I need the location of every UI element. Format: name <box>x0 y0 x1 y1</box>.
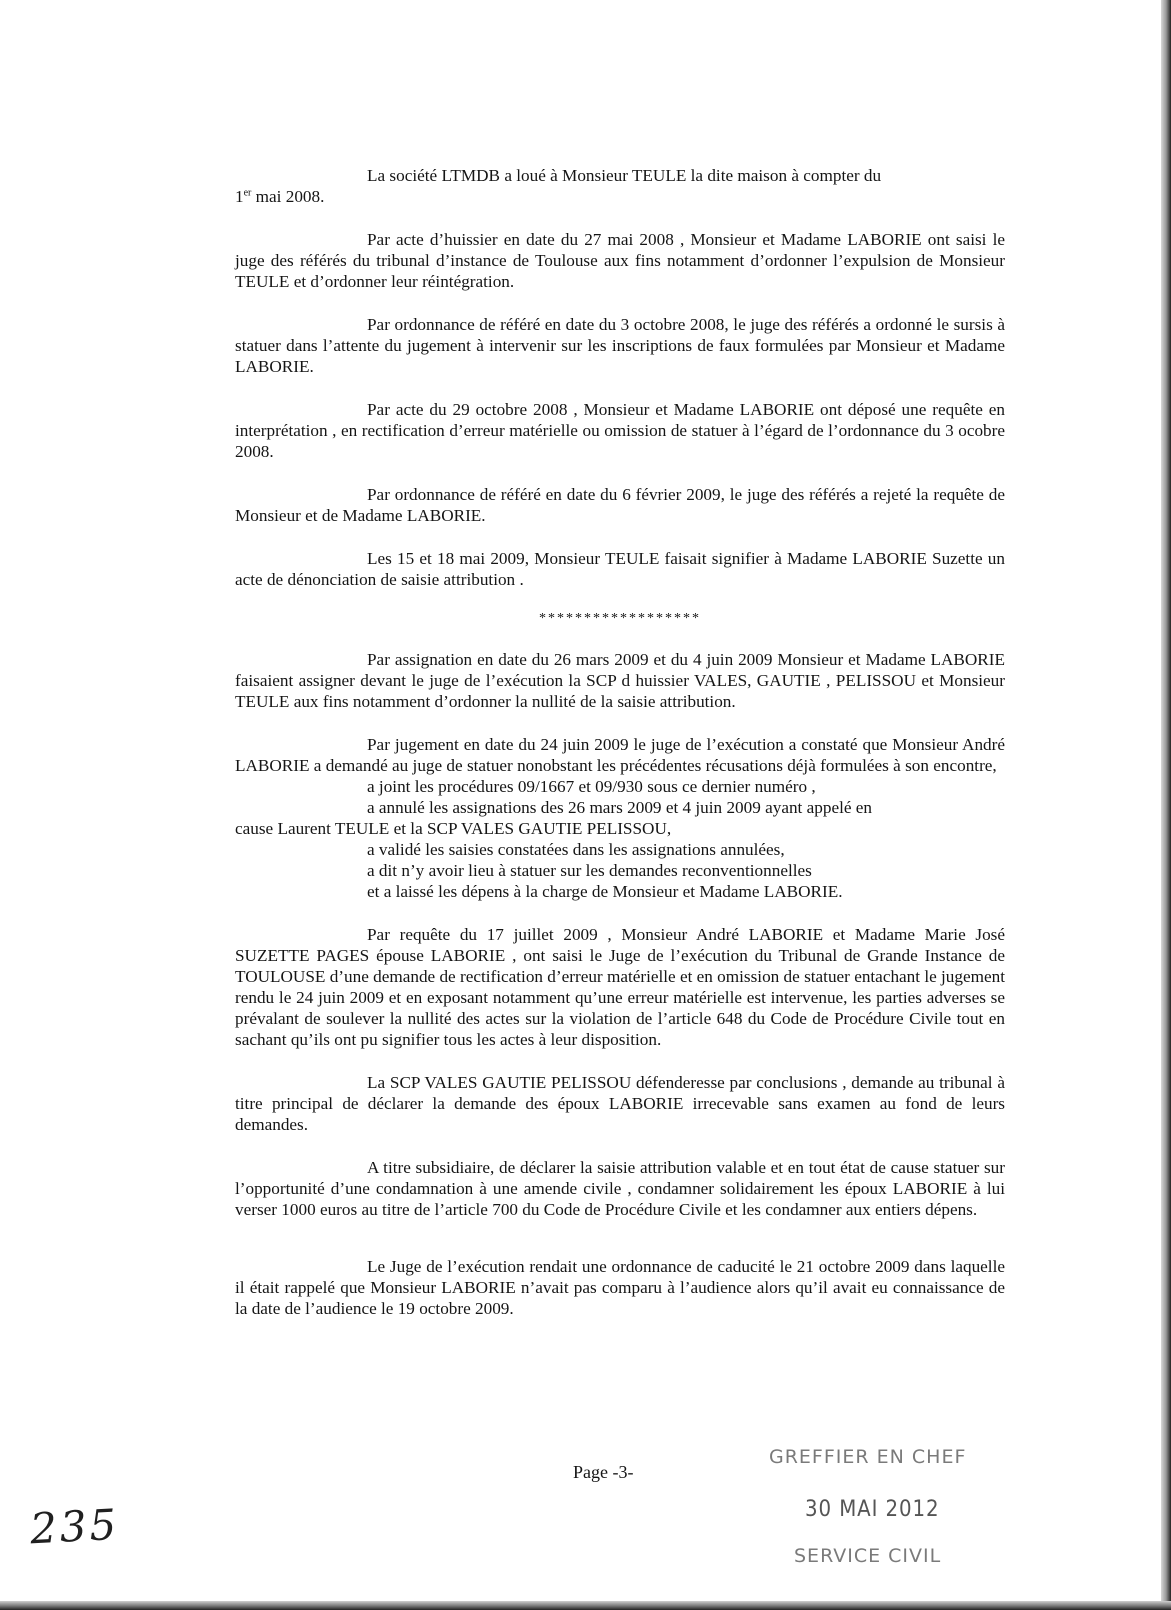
separator: ****************** <box>539 611 701 626</box>
paragraph-5-text: Par ordonnance de référé en date du 6 février 2009, le juge des référés a rejeté la requête de Monsieur et de Madame LABORIE. <box>235 485 1005 525</box>
paragraph-1 <box>235 165 1005 207</box>
paragraph-1-cont-post: mai 2008. <box>251 187 325 206</box>
stamp-date: 30 MAI 2012 <box>805 1497 940 1522</box>
judgment-item-6: et a laissé les dépens à la charge de Monsieur et Madame LABORIE. <box>367 882 843 901</box>
paragraph-6-text: Les 15 et 18 mai 2009, Monsieur TEULE faisait signifier à Madame LABORIE Suzette un acte de dénonciation de saisie attribution . <box>235 549 1005 589</box>
judgment-item-3: cause Laurent TEULE et la SCP VALES GAUTIE PELISSOU, <box>235 819 672 838</box>
paragraph-6 <box>235 548 1005 590</box>
handwritten-number: 235 <box>28 1499 121 1554</box>
paragraph-3-text: Par ordonnance de référé en date du 3 octobre 2008, le juge des référés a ordonné le sursis à statuer dans l’attente du jugement à intervenir sur les inscriptions de faux formulées par Monsieur et Madame LABORIE. <box>235 315 1005 376</box>
scan-edge-bottom <box>0 1601 1171 1610</box>
paragraph-5 <box>235 484 1005 526</box>
paragraph-7 <box>235 649 1005 712</box>
paragraph-10-text: A titre subsidiaire, de déclarer la saisie attribution valable et en tout état de cause statuer sur l’opportunité d’une condamnation à une amende civile , condamner solidairement les époux LABORIE à lui verser 1000 euros au titre de l’article 700 du Code de Procédure Civile et les condamner aux entiers dépens. <box>235 1158 1005 1219</box>
paragraph-11 <box>235 1256 1005 1319</box>
stamp-greffier: GREFFIER EN CHEF <box>769 1446 967 1468</box>
paragraph-4-text: Par acte du 29 octobre 2008 , Monsieur et Madame LABORIE ont déposé une requête en interprétation , en rectification d’erreur matérielle ou omission de statuer à l’égard de l’ordonnance du 3 ocobre 2008. <box>235 400 1005 461</box>
scan-edge-right <box>1161 0 1171 1610</box>
paragraph-8 <box>235 924 1005 1050</box>
judgment-block <box>235 734 1005 902</box>
paragraph-9 <box>235 1072 1005 1135</box>
page-number: Page -3- <box>573 1462 634 1482</box>
paragraph-10 <box>235 1157 1005 1220</box>
paragraph-1-superscript: er <box>243 187 252 199</box>
judgment-item-5: a dit n’y avoir lieu à statuer sur les demandes reconventionnelles <box>367 861 812 880</box>
paragraph-4 <box>235 399 1005 462</box>
paragraph-11-text: Le Juge de l’exécution rendait une ordonnance de caducité le 21 octobre 2009 dans laquelle il était rappelé que Monsieur LABORIE n’avait pas comparu à l’audience alors qu’il avait eu connaissance de la date de l’audience le 19 octobre 2009. <box>235 1257 1005 1318</box>
judgment-item-4: a validé les saisies constatées dans les assignations annulées, <box>367 840 785 859</box>
paragraph-2-text: Par acte d’huissier en date du 27 mai 2008 , Monsieur et Madame LABORIE ont saisi le juge des référés du tribunal d’instance de Toulouse aux fins notamment d’ordonner l’expulsion de Monsieur TEULE et d’ordonner leur réintégration. <box>235 230 1005 291</box>
paragraph-7-text: Par assignation en date du 26 mars 2009 et du 4 juin 2009 Monsieur et Madame LABORIE faisaient assigner devant le juge de l’exécution la SCP d huissier VALES, GAUTIE , PELISSOU et Monsieur TEULE aux fins notamment d’ordonner la nullité de la saisie attribution. <box>235 650 1005 711</box>
judgment-item-2: a annulé les assignations des 26 mars 2009 et 4 juin 2009 ayant appelé en <box>367 798 873 817</box>
judgment-item-1: a joint les procédures 09/1667 et 09/930 sous ce dernier numéro , <box>367 777 816 796</box>
paragraph-3 <box>235 314 1005 377</box>
judgment-intro: Par jugement en date du 24 juin 2009 le juge de l’exécution a constaté que Monsieur André LABORIE a demandé au juge de statuer nonobstant les précédentes récusations déjà formulées à son encontre, <box>235 735 1005 775</box>
paragraph-9-text: La SCP VALES GAUTIE PELISSOU défenderesse par conclusions , demande au tribunal à titre principal de déclarer la demande des époux LABORIE irrecevable sans examen au fond de leurs demandes. <box>235 1073 1005 1134</box>
paragraph-1-cont-pre: 1 <box>235 187 244 206</box>
paragraph-1-text: La société LTMDB a loué à Monsieur TEULE la dite maison à compter du <box>367 166 882 185</box>
paragraph-8-text: Par requête du 17 juillet 2009 , Monsieur André LABORIE et Madame Marie José SUZETTE PAGES épouse LABORIE , ont saisi le Juge de l’exécution du Tribunal de Grande Instance de TOULOUSE d’une demande de rectification d’erreur matérielle et en omission de statuer entachant le jugement rendu le 24 juin 2009 et en exposant notamment qu’une erreur matérielle est intervenue, les parties adverses se prévalant de soulever la nullité des actes sur la violation de l’article 648 du Code de Procédure Civile tout en sachant qu’ils ont pu signifier tous les actes à leur disposition. <box>235 925 1005 1049</box>
document-page <box>235 165 1005 1341</box>
stamp-service: SERVICE CIVIL <box>794 1545 942 1567</box>
paragraph-2 <box>235 229 1005 292</box>
